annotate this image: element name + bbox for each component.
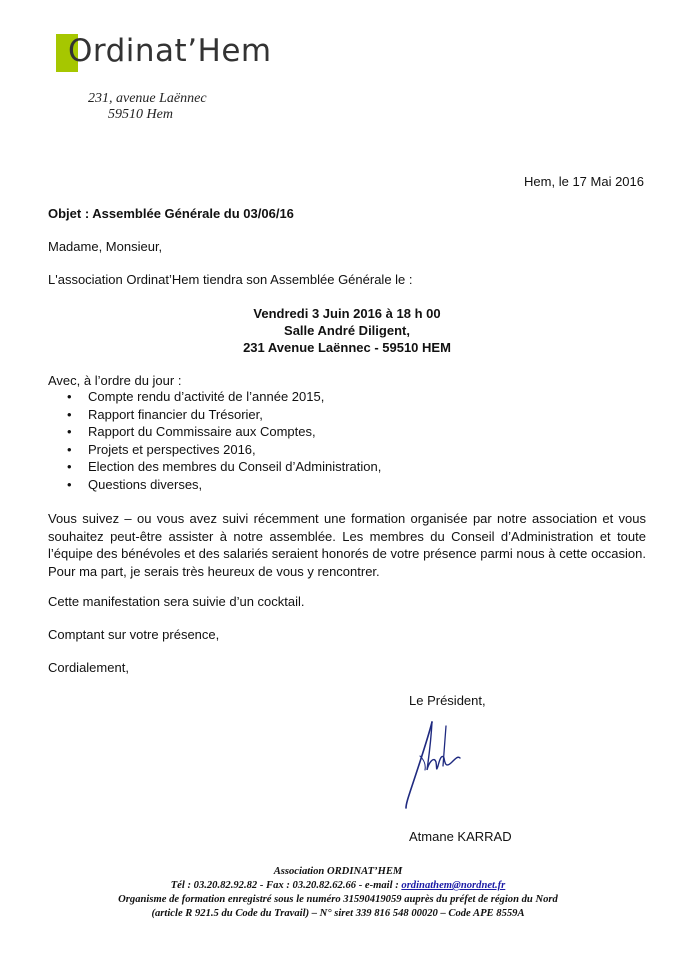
salutation: Madame, Monsieur, — [48, 239, 163, 254]
subject-line: Objet : Assemblée Générale du 03/06/16 — [48, 206, 294, 221]
bullet-icon: • — [67, 441, 72, 457]
list-item: • Compte rendu d’activité de l’année 2015, — [67, 389, 325, 404]
bullet-icon: • — [67, 459, 72, 475]
bullet-icon: • — [67, 406, 72, 422]
cocktail-line: Cette manifestation sera suivie d’un cocktail. — [48, 594, 305, 609]
footer-email-link[interactable]: ordinathem@nordnet.fr — [401, 880, 506, 891]
logo-text: Ordinat’Hem — [68, 33, 272, 69]
footer-association: Association ORDINAT’HEM — [273, 866, 403, 877]
address-line-1: 231, avenue Laënnec — [88, 91, 207, 106]
bullet-icon: • — [67, 476, 72, 492]
agenda-heading: Avec, à l’ordre du jour : — [48, 373, 182, 388]
list-item: • Election des membres du Conseil d’Administration, — [67, 459, 382, 475]
bullet-icon: • — [67, 389, 72, 404]
footer-registration: Organisme de formation enregistré sous le numéro 31590419059 auprès du préfet de région du Nord — [118, 894, 558, 905]
list-item: • Rapport financier du Trésorier, — [67, 406, 263, 422]
event-venue: Salle André Diligent, — [284, 323, 410, 338]
event-address: 231 Avenue Laënnec - 59510 HEM — [243, 340, 451, 355]
bullet-icon: • — [67, 424, 72, 440]
address-line-2: 59510 Hem — [108, 107, 173, 122]
list-item: • Projets et perspectives 2016, — [67, 441, 256, 457]
intro-line: L'association Ordinat’Hem tiendra son Assemblée Générale le : — [48, 272, 413, 287]
handwritten-signature — [398, 716, 470, 812]
closing-line-2: Cordialement, — [48, 660, 129, 675]
body-paragraph: Vous suivez – ou vous avez suivi récemment une formation organisée par notre association et vous souhaitez peut-être assister à notre assemblée. Les membres du Conseil d’Administration et toute l’équipe des bénévoles et des salariés seraient honorés de votre présence parmi nous à cette occasion. Pour ma part, je serais très heureux de vous y rencontrer. — [48, 511, 646, 579]
date-line: Hem, le 17 Mai 2016 — [524, 174, 644, 189]
signature-name: Atmane KARRAD — [409, 829, 512, 844]
agenda-list — [64, 388, 381, 494]
list-item: • Rapport du Commissaire aux Comptes, — [67, 424, 316, 440]
footer-contact — [0, 879, 676, 892]
footer-legal: (article R 921.5 du Code du Travail) – N° siret 339 816 548 00020 – Code APE 8559A — [151, 908, 525, 919]
event-date: Vendredi 3 Juin 2016 à 18 h 00 — [253, 306, 441, 321]
footer-phone-fax: Tél : 03.20.82.92.82 - Fax : 03.20.82.62.66 - e-mail : — [170, 880, 402, 891]
closing-line-1: Comptant sur votre présence, — [48, 627, 220, 642]
signature-title: Le Président, — [409, 693, 486, 708]
list-item: • Questions diverses, — [67, 476, 203, 492]
